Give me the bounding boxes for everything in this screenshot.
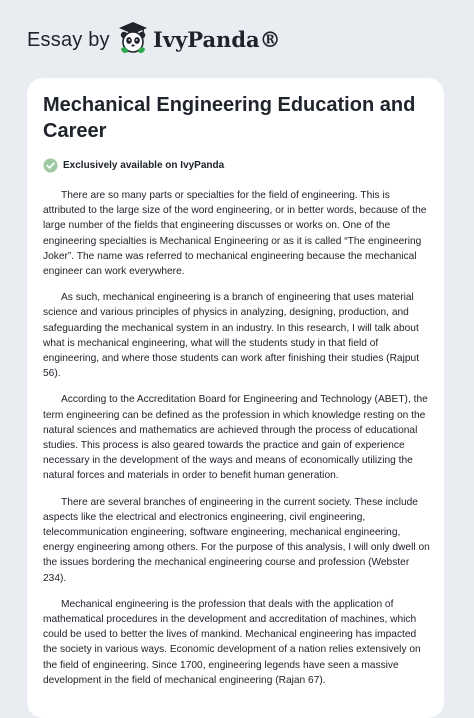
- check-circle-icon: [43, 158, 58, 173]
- page-title: Mechanical Engineering Education and Career: [43, 94, 416, 142]
- paragraph: As such, mechanical engineering is a branch of engineering that uses material science and various principles of physics in analyzing, designing, production, and safeguarding the mechanical system in an industry. In this research, I will talk about what is mechanical engineering, what will the students study in that field of engineering, and where those students can work after finishing their studies (Rajput 56).: [43, 292, 420, 380]
- essay-card: [27, 78, 444, 718]
- site-header: [0, 0, 474, 80]
- exclusive-badge-label: Exclusively available on IvyPanda: [63, 159, 225, 171]
- paragraph: There are so many parts or specialties for the field of engineering. This is attributed to the large size of the word engineering, or in better words, because of the large number of the fields that engineering discusses or works on. One of the engineering specialties is Mechanical Engineering or as it is called “The engineering Joker”. The name was referred to mechanical engineering because the mechanical engineer can work everywhere.: [43, 190, 427, 278]
- essay-body: [43, 188, 430, 699]
- paragraph: There are several branches of engineering in the current society. These include aspects like the electrical and electronics engineering, civil engineering, telecommunication engineering, software engineering, mechanical engineering, energy engineering among others. For the purpose of this analysis, I will only dwell on the issues bordering the mechanical engineering course and profession (Webster 234).: [43, 496, 430, 584]
- paragraph: Mechanical engineering is the profession that deals with the application of mathematical procedures in the development and accreditation of machines, which could be used to better the lives of mankind. Mechanical engineering has impacted the society in various ways. Economic development of a nation relies extensively on the field of engineering. Since 1700, engineering legends have seen a massive development in the field of mechanical engineering (Rajan 67).: [43, 598, 421, 686]
- essay-by-label: Essay by: [27, 29, 110, 51]
- paragraph: According to the Accreditation Board for Engineering and Technology (ABET), the term engineering can be defined as the profession in which knowledge resting on the natural sciences and mathematics are achieved through the process of educational studies. This process is also geared towards the practice and gain of experience necessary in the development of the ways and means of economically utilizing the natural forces and materials in order to benefit human generation.: [43, 394, 428, 482]
- brand-name[interactable]: IvyPanda®: [153, 27, 281, 52]
- exclusive-badge: [43, 157, 224, 173]
- panda-graduate-icon[interactable]: [118, 21, 148, 55]
